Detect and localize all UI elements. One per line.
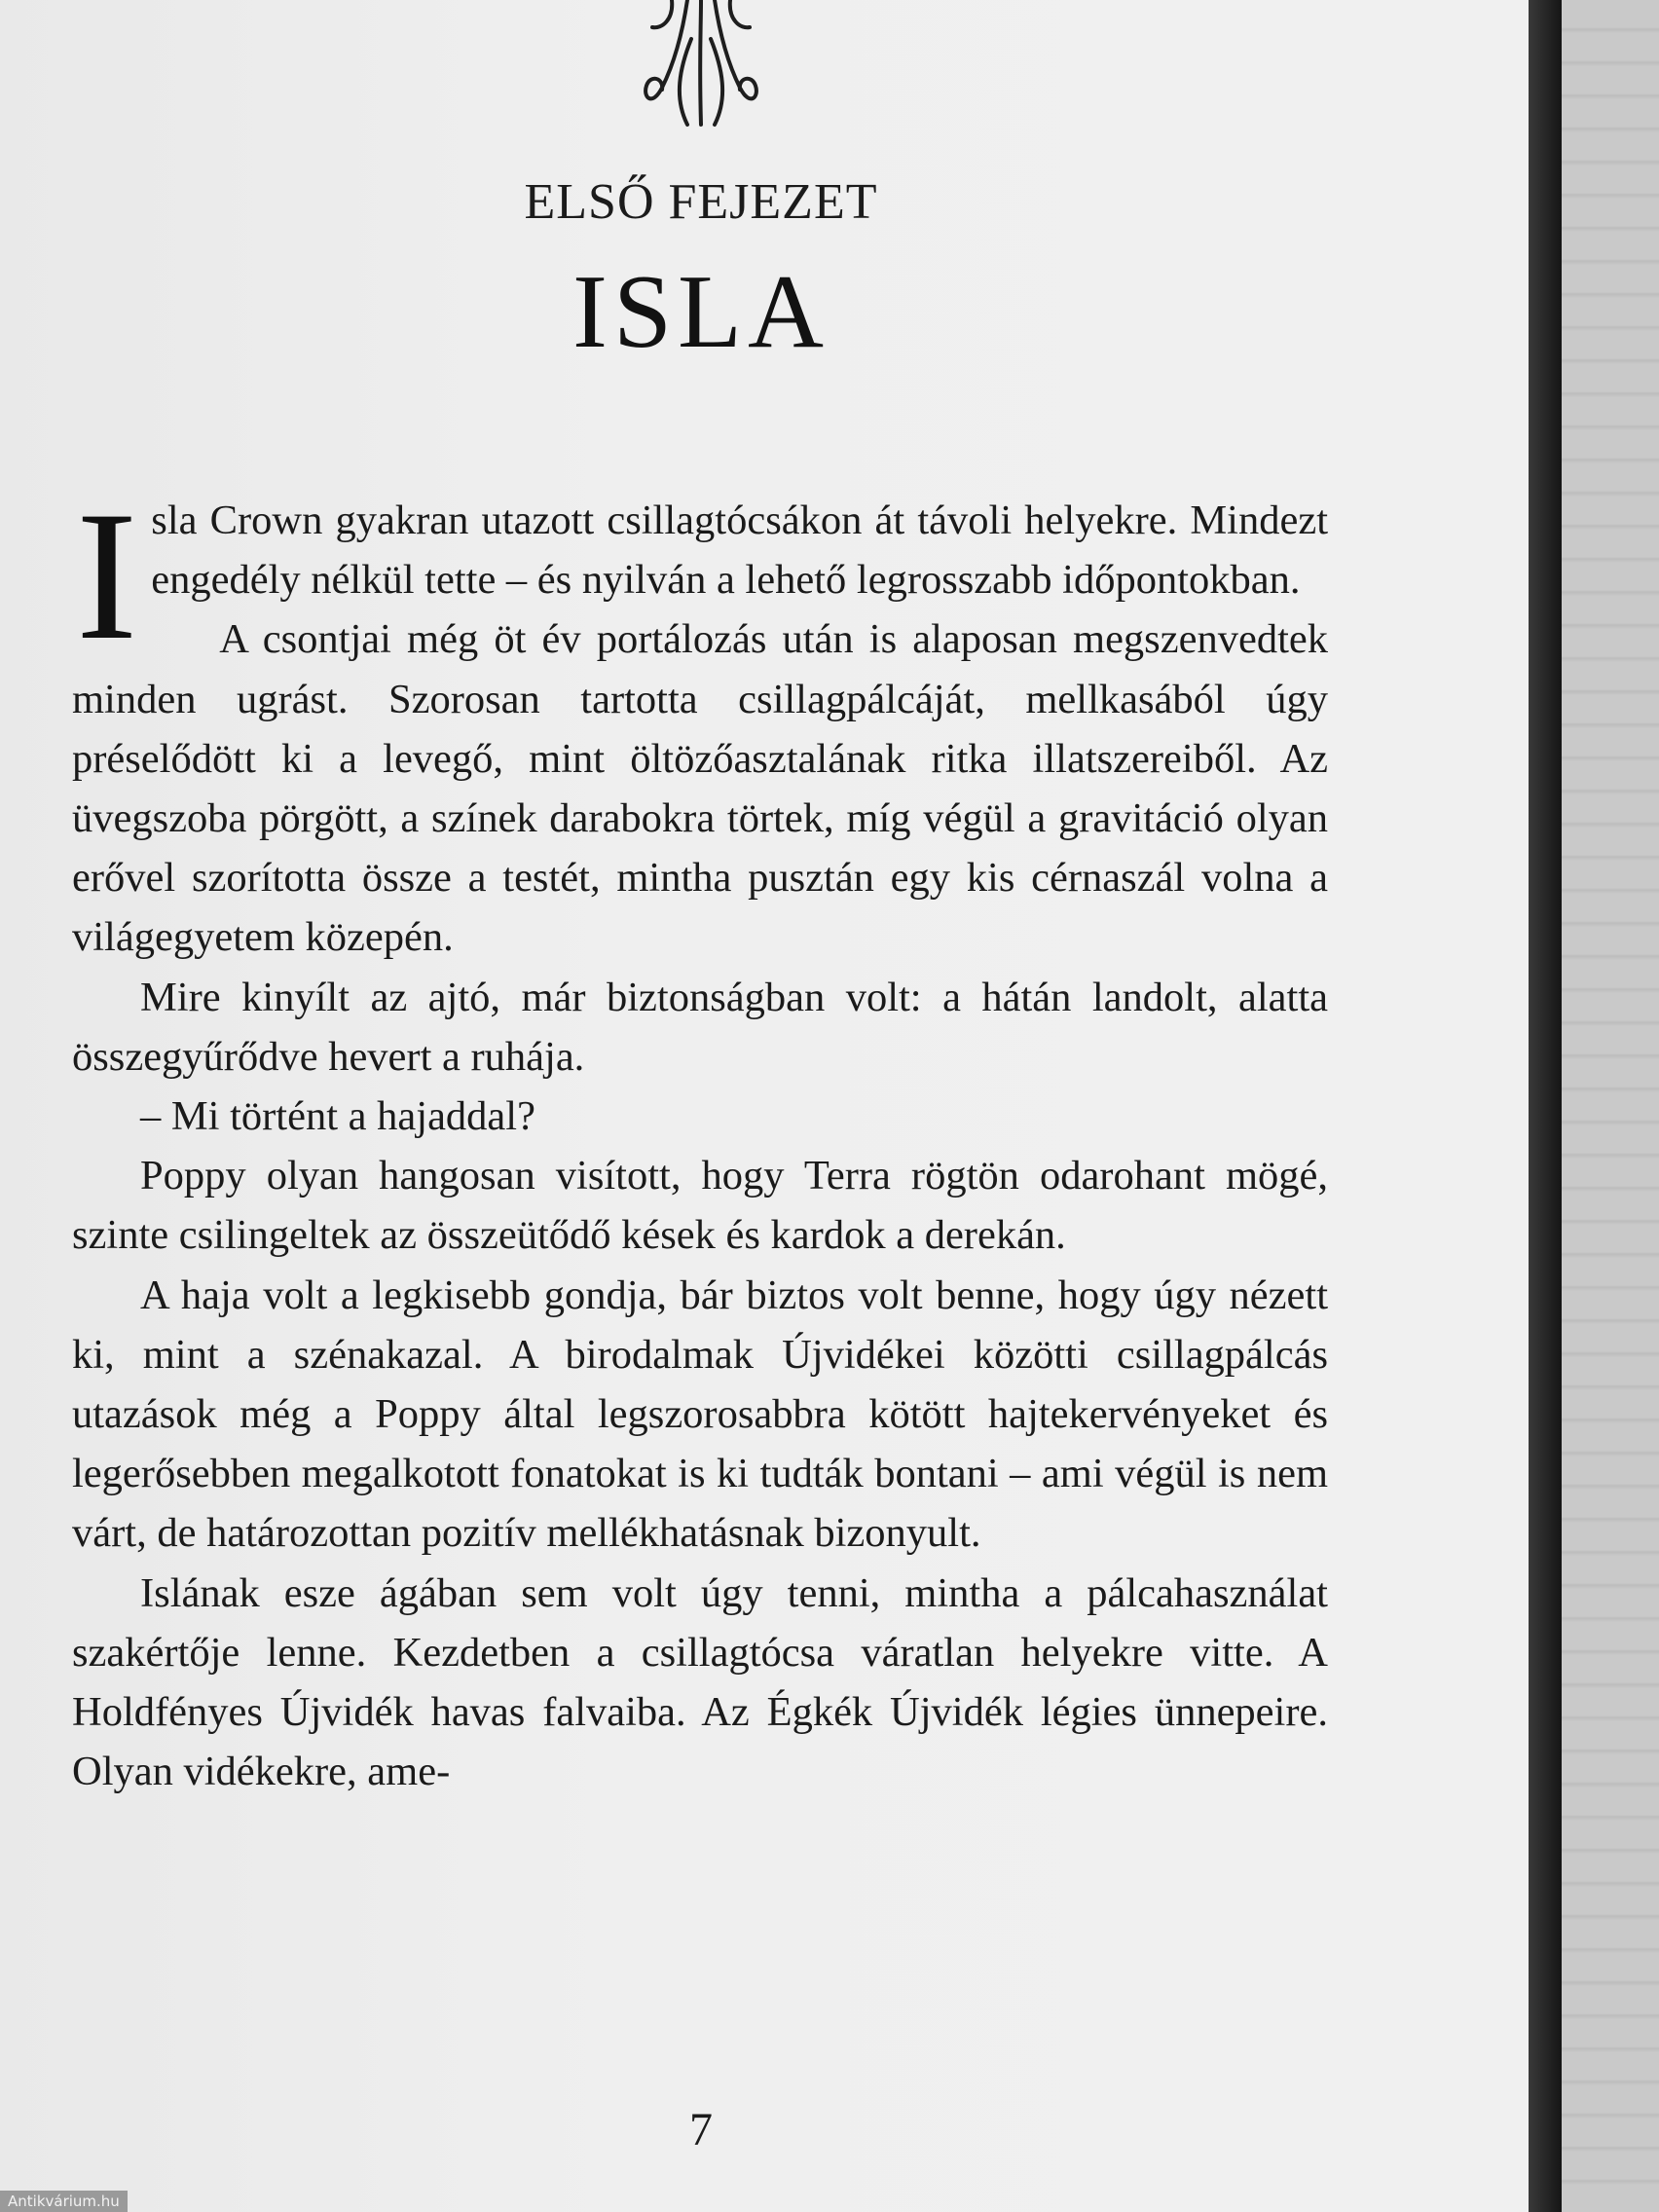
- paragraph: A csontjai még öt év portálozás után is alaposan megszenvedtek minden ugrást. Szorosan tartotta csillagpálcáját, mellkasából úgy préselődött ki a levegő, mint öltözőasztalának ritka illatszereiből. Az üvegszoba pörgött, a színek darabokra törtek, míg végül a gravitáció olyan erővel szorította össze a testét, mintha pusztán egy kis cérnaszál volna a világegyetem közepén.: [72, 616, 1328, 961]
- watermark: Antikvárium.hu: [0, 2191, 128, 2212]
- drop-cap: I: [76, 474, 138, 679]
- paragraph: Mire kinyílt az ajtó, már biztonságban volt: a hátán landolt, alatta összegyűrődve hevert a ruhája.: [72, 974, 1328, 1080]
- paragraph: Poppy olyan hangosan visított, hogy Terra rögtön odarohant mögé, szinte csilingeltek az összeütődő kések és kardok a derekán.: [72, 1153, 1328, 1259]
- page-number: 7: [689, 2104, 713, 2156]
- chapter-label: ELSŐ FEJEZET: [524, 174, 878, 230]
- ornament-flourish-icon: [604, 0, 798, 136]
- adjacent-page-edge: [1562, 0, 1659, 2212]
- book-spine: [1529, 0, 1562, 2212]
- paragraph: Isla Crown gyakran utazott csillagtócsákon át távoli helyekre. Mindezt engedély nélkül tette – és nyilván a lehető legrosszabb időpontokban.: [76, 474, 1328, 679]
- paragraph: A haja volt a legkisebb gondja, bár biztos volt benne, hogy úgy nézett ki, mint a szénakazal. A birodalmak Újvidékei közötti csillagpálcás utazások még a Poppy által legszorosabbra kötött hajtekervényeket és legerősebben megalkotott fonatokat is ki tudták bontani – ami végül is nem várt, de határozottan pozitív mellékhatásnak bizonyult.: [72, 1272, 1328, 1557]
- paragraph: – Mi történt a hajaddal?: [140, 1093, 535, 1140]
- paragraph: Islának esze ágában sem volt úgy tenni, mintha a pálcahasználat szakértője lenne. Kezdetben a csillagtócsa váratlan helyekre vitte. A Holdfényes Újvidék havas falvaiba. Az Égkék Újvidék légies ünnepeire. Olyan vidékekre, ame-: [72, 1569, 1328, 1795]
- chapter-title: ISLA: [572, 254, 830, 370]
- chapter-body: [72, 474, 1328, 1801]
